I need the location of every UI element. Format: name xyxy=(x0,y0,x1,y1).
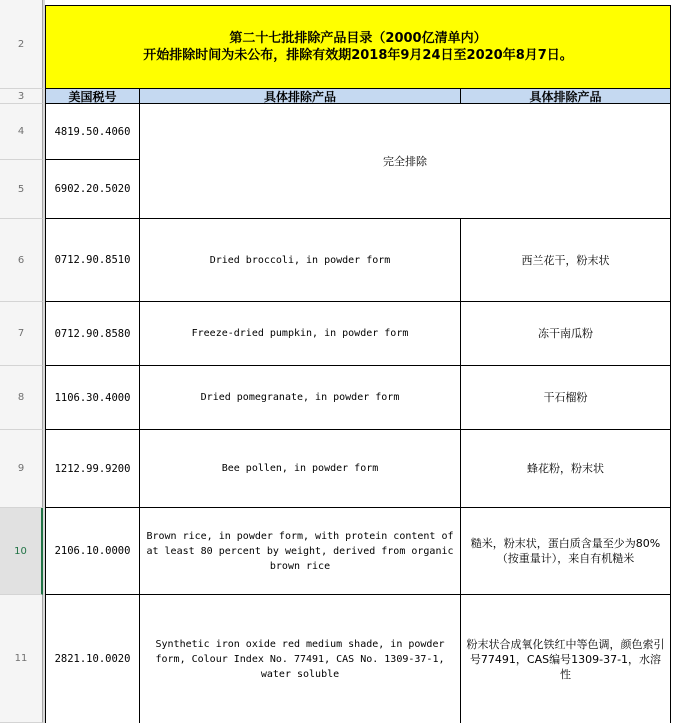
row-number: 2 xyxy=(17,38,25,50)
header-product-chinese[interactable] xyxy=(461,89,671,104)
product-chinese: 干石榴粉 xyxy=(543,391,588,404)
row-header-6[interactable] xyxy=(0,219,43,302)
product-english: Synthetic iron oxide red medium shade, in powder form, Colour Index No. 77491, CAS No. 1309-37-1, water soluble xyxy=(155,638,445,680)
cell-product-english[interactable] xyxy=(140,219,461,302)
cell-product-chinese[interactable] xyxy=(461,595,671,723)
cell-product-english[interactable] xyxy=(140,366,461,430)
row-number: 10 xyxy=(14,545,27,557)
product-english: Freeze-dried pumpkin, in powder form xyxy=(191,328,409,339)
row-header-10[interactable] xyxy=(0,508,43,595)
cell-product-english[interactable] xyxy=(140,508,461,595)
row-header-7[interactable] xyxy=(0,302,43,366)
title-line-1: 第二十七批排除产品目录（2000亿清单内） xyxy=(229,31,487,46)
tariff-code: 0712.90.8580 xyxy=(54,327,131,340)
product-english: Bee pollen, in powder form xyxy=(221,463,379,474)
row-header-9[interactable] xyxy=(0,430,43,508)
cell-code[interactable] xyxy=(45,366,140,430)
row-header-3[interactable] xyxy=(0,89,43,104)
header-label: 美国税号 xyxy=(68,89,117,104)
product-chinese: 冻干南瓜粉 xyxy=(538,327,593,340)
row-number: 9 xyxy=(17,463,25,474)
row-number: 3 xyxy=(17,90,25,102)
tariff-code: 0712.90.8510 xyxy=(54,254,131,266)
cell-product-chinese[interactable] xyxy=(461,302,671,366)
product-chinese: 糙米，粉末状，蛋白质含量至少为80%（按重量计），来自有机糙米 xyxy=(470,537,661,565)
tariff-code: 4819.50.4060 xyxy=(54,125,131,138)
product-english: Dried pomegranate, in powder form xyxy=(200,392,400,403)
product-chinese: 西兰花干，粉末状 xyxy=(521,253,610,267)
product-english: Brown rice, in powder form, with protein content of at least 80 percent by weight, derived from organic brown rice xyxy=(146,530,454,572)
row-header-2[interactable] xyxy=(0,0,43,89)
header-label: 具体排除产品 xyxy=(529,89,602,104)
title-line-2: 开始排除时间为未公布，排除有效期2018年9月24日至2020年8月7日。 xyxy=(143,48,573,63)
row-header-5[interactable] xyxy=(0,160,43,219)
row-header-4[interactable] xyxy=(0,104,43,160)
cell-product-english[interactable] xyxy=(140,302,461,366)
row-number: 8 xyxy=(17,392,25,403)
tariff-code: 6902.20.5020 xyxy=(54,183,131,195)
cell-product-english[interactable] xyxy=(140,430,461,508)
row-number: 11 xyxy=(14,653,28,664)
cell-code[interactable] xyxy=(45,595,140,723)
row-number: 6 xyxy=(17,254,25,266)
row-number: 7 xyxy=(17,328,25,339)
cell-code[interactable] xyxy=(45,104,140,160)
product-chinese: 粉末状合成氧化铁红中等色调，颜色索引号77491，CAS编号1309-37-1，水溶性 xyxy=(466,637,665,681)
title-cell[interactable] xyxy=(45,5,671,89)
row-header-11[interactable] xyxy=(0,595,43,723)
cell-code[interactable] xyxy=(45,219,140,302)
tariff-code: 1212.99.9200 xyxy=(54,462,131,475)
cell-product-chinese[interactable] xyxy=(461,219,671,302)
cell-product-english[interactable] xyxy=(140,595,461,723)
cell-code[interactable] xyxy=(45,302,140,366)
row-header-8[interactable] xyxy=(0,366,43,430)
tariff-code: 2821.10.0020 xyxy=(54,653,131,665)
header-label: 具体排除产品 xyxy=(263,89,336,104)
cell-product-chinese[interactable] xyxy=(461,366,671,430)
header-product-english[interactable] xyxy=(140,89,461,104)
cell-code[interactable] xyxy=(45,430,140,508)
row-number: 4 xyxy=(17,126,25,137)
header-us-tariff-code[interactable] xyxy=(45,89,140,104)
merged-full-exclusion-cell[interactable] xyxy=(140,104,671,219)
row-number: 5 xyxy=(17,183,25,195)
product-chinese: 蜂花粉，粉末状 xyxy=(527,462,604,475)
cell-product-chinese[interactable] xyxy=(461,508,671,595)
cell-code[interactable] xyxy=(45,508,140,595)
cell-code[interactable] xyxy=(45,160,140,219)
tariff-code: 2106.10.0000 xyxy=(54,545,131,557)
cell-product-chinese[interactable] xyxy=(461,430,671,508)
tariff-code: 1106.30.4000 xyxy=(54,391,131,404)
product-english: Dried broccoli, in powder form xyxy=(209,254,391,266)
full-exclusion-text: 完全排除 xyxy=(383,155,427,168)
